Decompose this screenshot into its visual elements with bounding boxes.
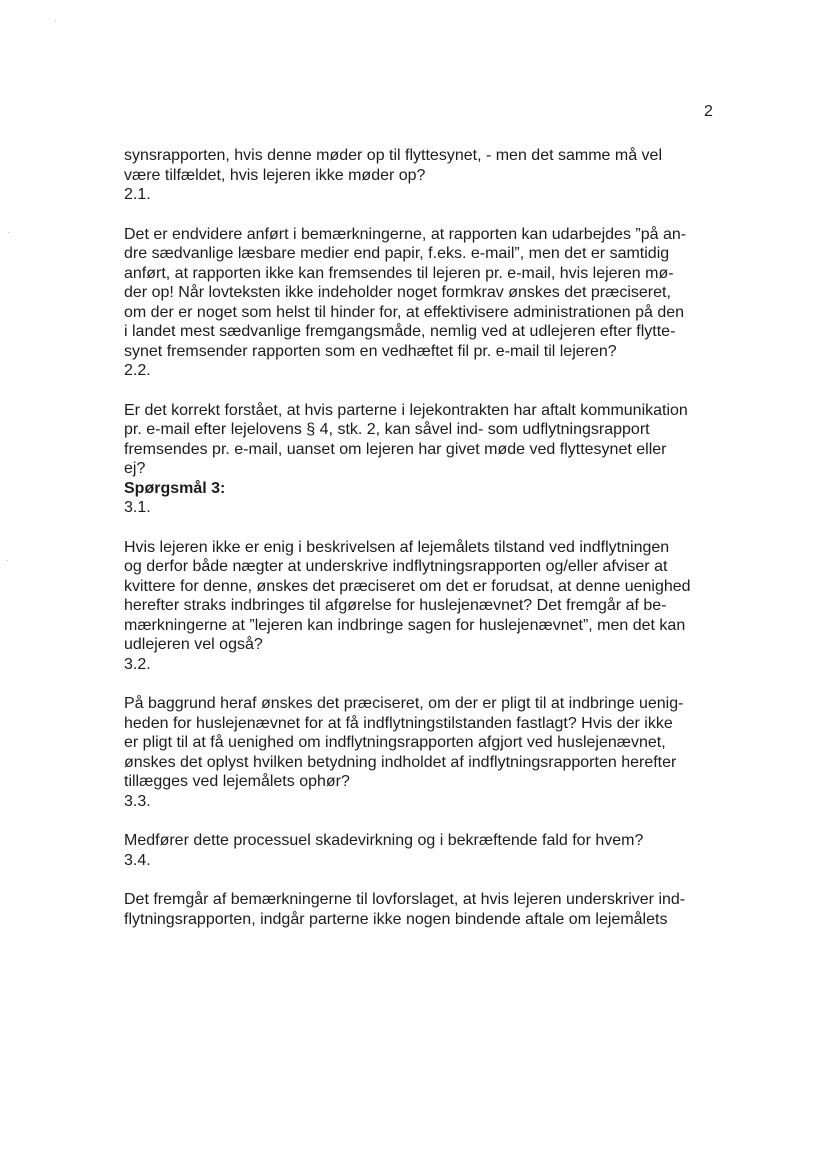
text-line: Hvis lejeren ikke er enig i beskrivelsen af lejemålets tilstand ved indflytningen [124,538,670,556]
text-line: På baggrund heraf ønskes det præciseret, om der er pligt til at indbringe uenig- [124,695,684,712]
text-line: Det fremgår af bemærkningerne til lovforslaget, at hvis lejeren underskriver ind- [124,891,686,908]
text-line: der op! Når lovteksten ikke indeholder noget formkrav ønskes det præciseret, [124,284,671,301]
paragraph [124,538,724,655]
text-line: ej? [124,460,146,477]
section-heading: Spørgsmål 3: [124,479,226,497]
page-number: 2 [704,103,713,120]
section-number: 2.2. [124,362,151,379]
text-line: udlejeren vel også? [124,636,263,653]
text-line: i landet mest sædvanlige fremgangsmåde, nemlig ved at udlejeren efter flytte- [124,323,676,340]
text-line: flytningsrapporten, indgår parterne ikke nogen bindende aftale om lejemålets [124,910,668,928]
document-body [124,146,724,929]
paragraph [124,694,724,792]
paragraph [124,225,724,362]
text-line: tillægges ved lejemålets ophør? [124,773,350,790]
text-line: Er det korrekt forstået, at hvis parterne i lejekontrakten har aftalt kommunikation [124,401,688,419]
text-line: om der er noget som helst til hinder for, at effektivisere administrationen på den [124,303,685,321]
paragraph [124,890,724,929]
paragraph [124,401,724,479]
text-line: pr. e-mail efter lejelovens § 4, stk. 2, kan såvel ind- som udflytningsrapport [124,421,650,438]
text-line: heden for huslejenævnet for at få indflytningstilstanden fastlagt? Hvis der ikke [124,714,673,732]
text-line: ønskes det oplyst hvilken betydning indholdet af indflytningsrapporten herefter [124,753,677,771]
text-line: og derfor både nægter at underskrive indflytningsrapporten og/eller afviser at [124,558,668,575]
section-number: 3.1. [124,499,151,516]
text-line: er pligt til at få uenighed om indflytningsrapporten afgjort ved huslejenævnet, [124,734,666,751]
paragraph [124,146,724,185]
text-line: kvittere for denne, ønskes det præciseret om det er forudsat, at denne uenighed [124,577,691,595]
scan-speck [7,560,8,561]
text-line: dre sædvanlige læsbare medier end papir, f.eks. e-mail”, men det er samtidig [124,245,670,262]
text-line: anført, at rapporten ikke kan fremsendes til lejeren pr. e-mail, hvis lejeren mø- [124,264,674,282]
text-line: synet fremsender rapporten som en vedhæftet fil pr. e-mail til lejeren? [124,342,617,360]
paragraph [124,831,724,851]
text-line: Det er endvidere anført i bemærkningerne, at rapporten kan udarbejdes ”på an- [124,225,687,243]
text-line: være tilfældet, hvis lejeren ikke møder op? [124,166,426,184]
text-line: fremsendes pr. e-mail, uanset om lejeren har givet møde ved flyttesynet eller [124,440,667,458]
text-line: synsrapporten, hvis denne møder op til flyttesynet, - men det samme må vel [124,147,663,164]
scan-speck [8,232,9,233]
text-line: mærkningerne at ”lejeren kan indbringe sagen for huslejenævnet”, men det kan [124,616,686,634]
section-number: 3.2. [124,655,151,673]
scan-speck [55,20,56,21]
text-line: herefter straks indbringes til afgørelse for huslejenævnet? Det fremgår af be- [124,597,667,614]
section-number: 3.3. [124,792,151,810]
text-line: Medfører dette processuel skadevirkning og i bekræftende fald for hvem? [124,832,644,849]
section-number: 3.4. [124,851,151,869]
section-number: 2.1. [124,186,151,203]
